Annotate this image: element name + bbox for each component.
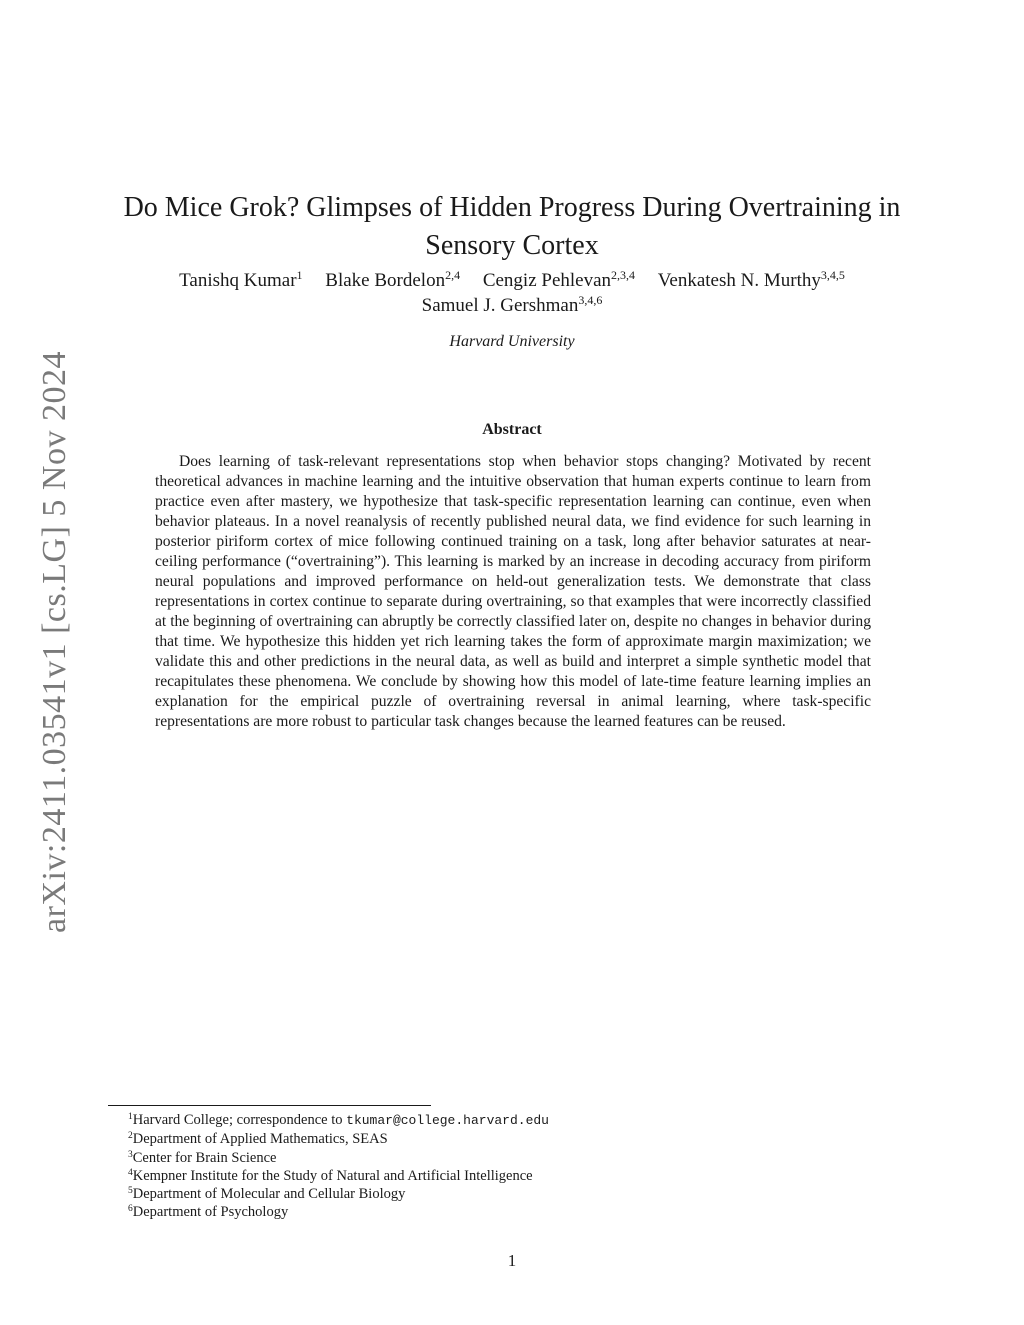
author-name: Cengiz Pehlevan: [482, 270, 612, 291]
footnote-mark: 6: [128, 1204, 133, 1215]
author-name: Blake Bordelon: [325, 270, 446, 291]
footnote-divider: [108, 1105, 431, 1106]
arxiv-margin-stamp: arXiv:2411.03541v1 [cs.LG] 5 Nov 2024: [36, 351, 73, 934]
author: [325, 268, 460, 293]
author: [658, 268, 845, 293]
author-affiliation-marks: 1: [296, 268, 303, 282]
footnote: [128, 1167, 828, 1185]
footnote-text: Harvard College; correspondence to: [132, 1112, 347, 1128]
footnote-text: Center for Brain Science: [132, 1149, 277, 1166]
author: [422, 293, 603, 318]
author: [179, 268, 302, 293]
footnote-text: Department of Psychology: [132, 1204, 289, 1221]
footnote: [128, 1185, 828, 1203]
author-list: [100, 268, 924, 318]
footnote-mark: 2: [128, 1131, 133, 1142]
author-name: Venkatesh N. Murthy: [657, 270, 821, 291]
footnote-text: Department of Applied Mathematics, SEAS: [132, 1131, 388, 1148]
footnote-mark: 4: [128, 1167, 133, 1178]
footnotes: [128, 1111, 828, 1222]
footnote: [128, 1203, 828, 1221]
correspondence-email: tkumar@college.harvard.edu: [346, 1113, 549, 1128]
author-name: Samuel J. Gershman: [421, 295, 579, 316]
footnote-text: Department of Molecular and Cellular Biology: [132, 1186, 406, 1203]
footnote: [128, 1130, 828, 1148]
page-number: 1: [507, 1251, 517, 1270]
abstract-heading: Abstract: [482, 421, 542, 438]
author: [483, 268, 635, 293]
paper-title: Do Mice Grok? Glimpses of Hidden Progress During Overtraining in Sensory Cortex: [123, 191, 901, 261]
author-affiliation-marks: 2,4: [445, 268, 461, 282]
footnote: [128, 1149, 828, 1167]
footnote: [128, 1111, 828, 1130]
institution: Harvard University: [449, 333, 575, 350]
abstract-text: Does learning of task-relevant representations stop when behavior stops changing? Motivated by recent theoretical advances in machine learning and the intuitive observation that human experts continue to learn from practice even after mastery, we hypothesize that task-specific representation learning can continue, even when behavior plateaus. In a novel reanalysis of recently published neural data, we find evidence for such learning in posterior piriform cortex of mice following continued training on a task, long after behavior saturates at near-ceiling performance (“overtraining”). This learning is marked by an increase in decoding accuracy from piriform neural populations and improved performance on held-out generalization tests. We demonstrate that class representations in cortex continue to separate during overtraining, so that examples that were incorrectly classified at the beginning of overtraining can abruptly be correctly classified later on, despite no changes in behavior during that time. We hypothesize this hidden yet rich learning takes the form of approximate margin maximization; we validate this and other predictions in the neural data, as well as build and interpret a simple synthetic model that recapitulates these phenomena. We conclude by showing how this model of late-time feature learning implies an explanation for the empirical puzzle of overtraining reversal in animal learning, where task-specific representations are more robust to particular task changes because the learned features can be reused.: [155, 453, 871, 730]
footnote-mark: 3: [128, 1149, 133, 1160]
author-name: Tanishq Kumar: [179, 270, 297, 291]
author-affiliation-marks: 3,4,5: [820, 268, 845, 282]
footnote-mark: 5: [128, 1186, 133, 1197]
footnote-mark: 1: [128, 1112, 133, 1122]
author-affiliation-marks: 3,4,6: [578, 293, 603, 307]
footnote-text: Kempner Institute for the Study of Natural and Artificial Intelligence: [132, 1167, 533, 1184]
author-affiliation-marks: 2,3,4: [611, 268, 636, 282]
